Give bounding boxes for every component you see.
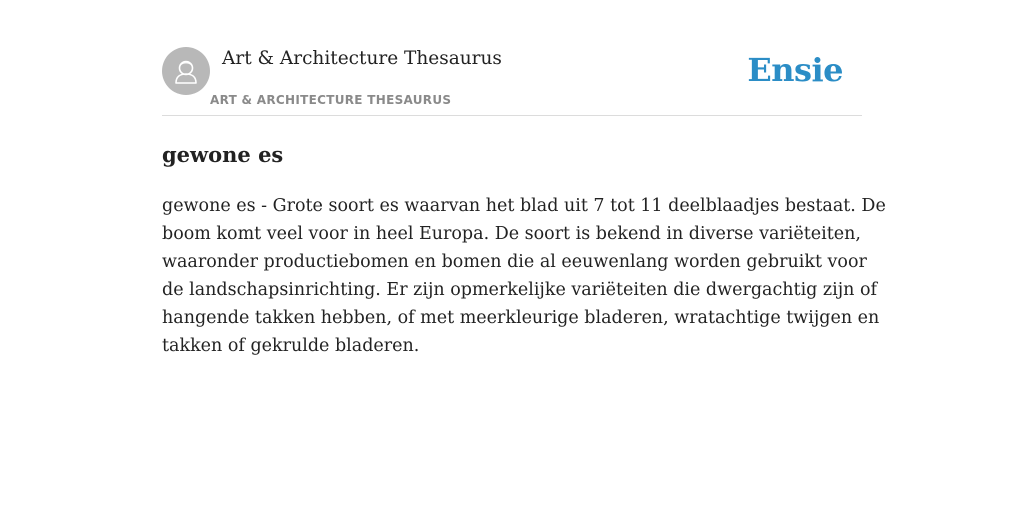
definition-line: waaronder productiebomen en bomen die al eeuwenlang worden gebruikt voor <box>162 252 867 272</box>
definition-line: hangende takken hebben, of met meerkleurige bladeren, wratachtige twijgen en <box>162 308 880 328</box>
definition-line: boom komt veel voor in heel Europa. De soort is bekend in diverse variëteiten, <box>162 224 861 244</box>
page-header <box>162 46 862 116</box>
definition-line: de landschapsinrichting. Er zijn opmerkelijke variëteiten die dwergachtig zijn of <box>162 280 878 300</box>
entry-term: gewone es <box>162 142 284 167</box>
brand-logo[interactable]: Ensie <box>747 51 843 89</box>
user-icon <box>162 47 210 95</box>
definition-line: takken of gekrulde bladeren. <box>162 336 420 356</box>
entry-definition <box>162 192 886 360</box>
avatar[interactable] <box>162 47 210 95</box>
source-subtitle[interactable]: ART & ARCHITECTURE THESAURUS <box>210 93 452 107</box>
definition-line: gewone es - Grote soort es waarvan het blad uit 7 tot 11 deelblaadjes bestaat. De <box>162 196 886 216</box>
source-title[interactable]: Art & Architecture Thesaurus <box>222 48 502 69</box>
